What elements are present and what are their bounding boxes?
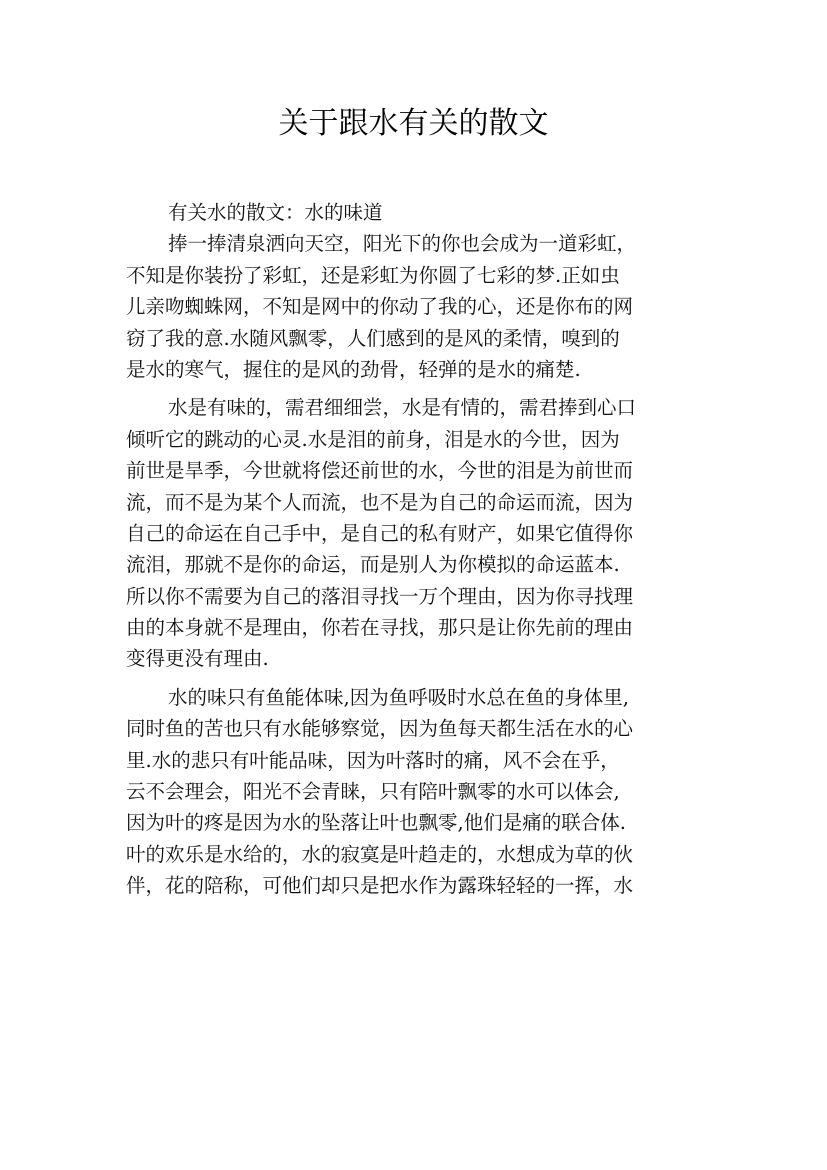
paragraph-line: 儿亲吻蜘蛛网，不知是网中的你动了我的心，还是你布的网 [126,295,634,319]
paragraph-2 [126,392,716,675]
paragraph-line: 伴，花的陪称，可他们却只是把水作为露珠轻轻的一挥，水 [126,874,634,898]
paragraph-line: 倾听它的跳动的心灵.水是泪的前身，泪是水的今世，因为 [126,427,620,451]
document-title: 关于跟水有关的散文 [278,106,549,141]
paragraph-gap [126,675,716,682]
paragraph-line: 捧一捧清泉洒向天空，阳光下的你也会成为一道彩虹， [168,232,637,256]
paragraph-line: 所以你不需要为自己的落泪寻找一万个理由，因为你寻找理 [126,584,634,608]
paragraph-line: 因为叶的疼是因为水的坠落让叶也飘零,他们是痛的联合体. [126,811,626,835]
paragraph-line: 由的本身就不是理由，你若在寻找，那只是让你先前的理由 [126,616,634,640]
paragraph-line: 里.水的悲只有叶能品味，因为叶落时的痛，风不会在乎， [126,748,620,772]
paragraph-line: 云不会理会，阳光不会青睐，只有陪叶飘零的水可以体会, [126,780,620,804]
paragraph-line: 同时鱼的苦也只有水能够察觉，因为鱼每天都生活在水的心 [126,717,634,741]
paragraph-line: 自己的命运在自己手中，是自己的私有财产，如果它值得你 [126,521,634,545]
paragraph-line: 水是有味的，需君细细尝，水是有情的，需君捧到心口 [168,396,637,420]
paragraph-line: 叶的欢乐是水给的，水的寂寞是叶趋走的，水想成为草的伙 [126,842,634,866]
paragraph-line: 流，而不是为某个人而流，也不是为自己的命运而流，因为 [126,490,634,514]
paragraph-line: 水的味只有鱼能体味,因为鱼呼吸时水总在鱼的身体里, [168,685,629,709]
paragraph-line: 窃了我的意.水随风飘零，人们感到的是风的柔情，嗅到的 [126,326,620,350]
paragraph-gap [126,385,716,392]
paragraph-1 [126,228,716,385]
paragraph-line: 不知是你装扮了彩虹，还是彩虹为你圆了七彩的梦.正如虫 [126,263,620,287]
paragraph-3 [126,682,716,902]
paragraph-line: 前世是旱季，今世就将偿还前世的水，今世的泪是为前世而 [126,459,634,483]
paragraph-line: 流泪，那就不是你的命运，而是别人为你模拟的命运蓝本. [126,553,620,577]
subheading: 有关水的散文：水的味道 [168,201,383,224]
paragraph-line: 变得更没有理由. [126,647,269,671]
document-body [126,197,716,902]
paragraph-line: 是水的寒气，握住的是风的劲骨，轻弹的是水的痛楚. [126,357,581,381]
